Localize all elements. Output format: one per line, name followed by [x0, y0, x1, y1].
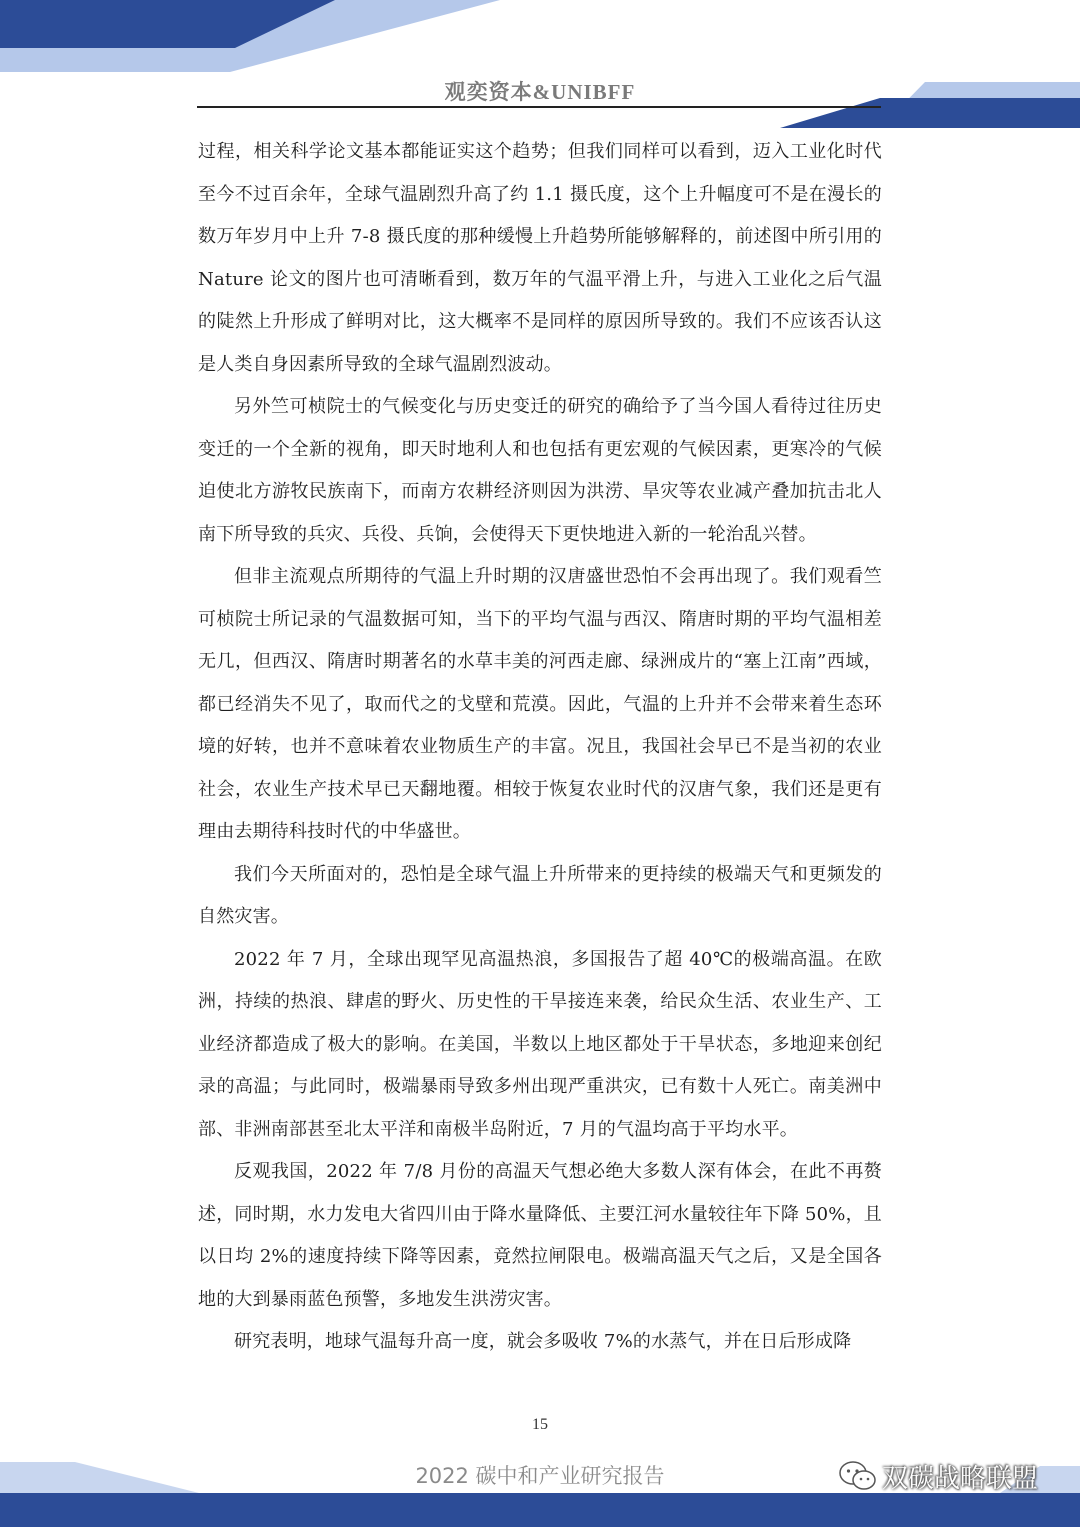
paragraph: 我们今天所面对的，恐怕是全球气温上升所带来的更持续的极端天气和更频发的自然灾害。 — [198, 863, 882, 927]
header-title: 观奕资本&UNIBFF — [444, 80, 636, 104]
watermark — [838, 1456, 1038, 1496]
wechat-icon — [838, 1459, 878, 1493]
body-text — [198, 131, 882, 1364]
footer-band-dark — [0, 1493, 1080, 1527]
paragraph: 但非主流观点所期待的气温上升时期的汉唐盛世恐怕不会再出现了。我们观看竺可桢院士所记录的气温数据可知，当下的平均气温与西汉、隋唐时期的平均气温相差无几，但西汉、隋唐时期著名的水草丰美的河西走廊、绿洲成片的“塞上江南”西域，都已经消失不见了，取而代之的戈壁和荒漠。因此，气温的上升并不会带来着生态环境的好转，也并不意味着农业物质生产的丰富。况且，我国社会早已不是当初的农业社会，农业生产技术早已天翻地覆。相较于恢复农业时代的汉唐气象，我们还是更有理由去期待科技时代的中华盛世。 — [198, 566, 882, 842]
paragraph: 研究表明，地球气温每升高一度，就会多吸收 7%的水蒸气，并在日后形成降 — [234, 1331, 852, 1352]
paragraph: 2022 年 7 月，全球出现罕见高温热浪，多国报告了超 40℃的极端高温。在欧洲，持续的热浪、肆虐的野火、历史性的干旱接连来袭，给民众生活、农业生产、工业经济都造成了极大的影响。在美国，半数以上地区都处于干旱状态，多地迎来创纪录的高温；与此同时，极端暴雨导致多州出现严重洪灾，已有数十人死亡。南美洲中部、非洲南部甚至北太平洋和南极半岛附近，7 月的气温均高于平均水平。 — [198, 948, 882, 1140]
paragraph: 反观我国，2022 年 7/8 月份的高温天气想必绝大多数人深有体会，在此不再赘述，同时期，水力发电大省四川由于降水量降低、主要江河水量较往年下降 50%，且以日均 2%的速度持续下降等因素，竟然拉闸限电。极端高温天气之后，又是全国各地的大到暴雨蓝色预警，多地发生洪涝灾害。 — [198, 1161, 882, 1310]
paragraph: 过程，相关科学论文基本都能证实这个趋势；但我们同样可以看到，迈入工业化时代至今不过百余年，全球气温剧烈升高了约 1.1 摄氏度，这个上升幅度可不是在漫长的数万年岁月中上升 7-8 摄氏度的那种缓慢上升趋势所能够解释的，前述图中所引用的 Nature 论文的图片也可清晰看到，数万年的气温平滑上升，与进入工业化之后气温的陡然上升形成了鲜明对比，这大概率不是同样的原因所导致的。我们不应该否认这是人类自身因素所导致的全球气温剧烈波动。 — [198, 141, 882, 375]
paragraph: 另外竺可桢院士的气候变化与历史变迁的研究的确给予了当今国人看待过往历史变迁的一个全新的视角，即天时地利人和也包括有更宏观的气候因素，更寒冷的气候迫使北方游牧民族南下，而南方农耕经济则因为洪涝、旱灾等农业减产叠加抗击北人南下所导致的兵灾、兵役、兵饷，会使得天下更快地进入新的一轮治乱兴替。 — [198, 396, 882, 545]
watermark-text: 双碳战略联盟 — [882, 1463, 1039, 1494]
footer-title: 2022 碳中和产业研究报告 — [415, 1464, 665, 1488]
header-divider — [197, 106, 881, 108]
page-number: 15 — [532, 1416, 548, 1433]
